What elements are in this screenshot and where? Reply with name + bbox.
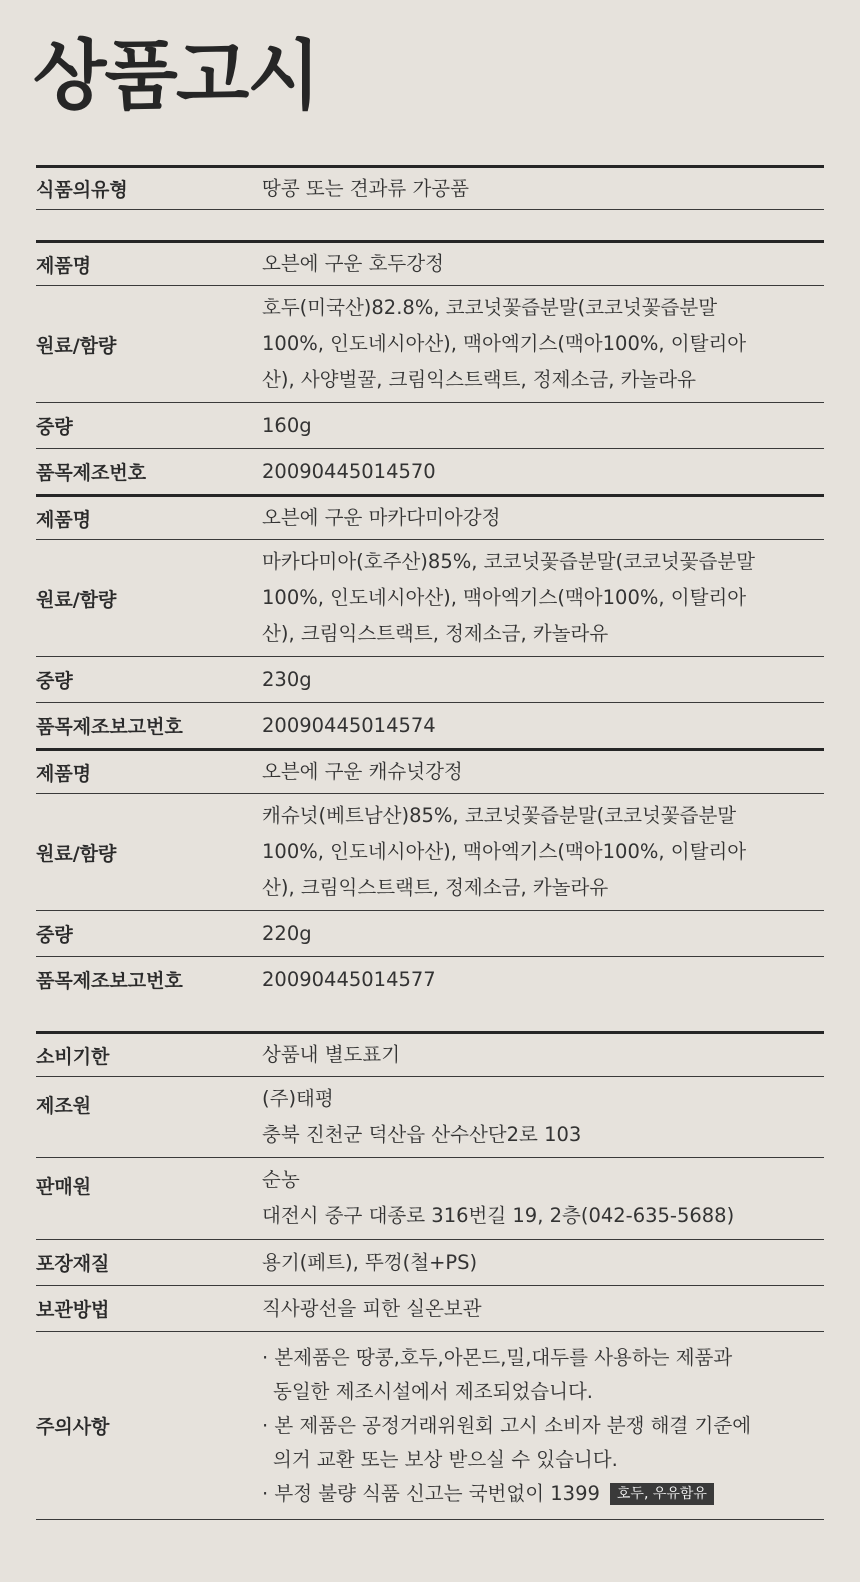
- product-name-value: 오븐에 구운 마카다미아강정: [262, 506, 501, 529]
- general-info-table: [36, 1031, 824, 1520]
- seller-address: 대전시 중구 대종로 316번길 19, 2층(042-635-5688): [262, 1204, 735, 1227]
- registration-row: [36, 957, 824, 1002]
- ingredients-line: 100%, 인도네시아산), 맥아엑기스(맥아100%, 이탈리아: [262, 332, 747, 355]
- ingredients-line: 산), 크림익스트랙트, 정제소금, 카놀라유: [262, 622, 609, 645]
- ingredients-value: [262, 798, 824, 906]
- ingredients-line: 100%, 인도네시아산), 맥아엑기스(맥아100%, 이탈리아: [262, 586, 747, 609]
- ingredients-line: 마카다미아(호주산)85%, 코코넛꽃즙분말(코코넛꽃즙분말: [262, 550, 755, 573]
- weight-value: 230g: [262, 667, 312, 691]
- product-name-value: 오븐에 구운 캐슈넛강정: [262, 760, 463, 783]
- registration-row: [36, 449, 824, 494]
- ingredients-value: [262, 544, 824, 652]
- caution-line: · 본 제품은 공정거래위원회 고시 소비자 분쟁 해결 기준에: [262, 1413, 752, 1437]
- storage-label: 보관방법: [36, 1299, 110, 1321]
- storage-row: [36, 1286, 824, 1332]
- caution-value: [262, 1341, 824, 1511]
- product-name-row: [36, 748, 824, 794]
- weight-value: 160g: [262, 413, 312, 437]
- weight-label: 중량: [36, 670, 73, 692]
- seller-name: 순농: [262, 1168, 300, 1191]
- caution-line: · 부정 불량 식품 신고는 국번없이 1399: [262, 1481, 600, 1505]
- caution-line: · 본제품은 땅콩,호두,아몬드,밀,대두를 사용하는 제품과: [262, 1345, 733, 1369]
- product-name-value: 오븐에 구운 호두강정: [262, 252, 444, 275]
- expiry-label: 소비기한: [36, 1045, 110, 1068]
- manufacturer-value: [262, 1077, 824, 1153]
- product-name-row: [36, 240, 824, 286]
- caution-row: [36, 1332, 824, 1520]
- manufacturer-row: [36, 1077, 824, 1158]
- manufacturer-address: 충북 진천군 덕산읍 산수산단2로 103: [262, 1123, 582, 1146]
- product-name-label: 제품명: [36, 508, 92, 531]
- ingredients-line: 호두(미국산)82.8%, 코코넛꽃즙분말(코코넛꽃즙분말: [262, 296, 718, 319]
- registration-label: 품목제조번호: [36, 462, 147, 484]
- ingredients-line: 산), 사양벌꿀, 크림익스트랙트, 정제소금, 카놀라유: [262, 368, 696, 391]
- seller-label: 판매원: [36, 1176, 92, 1198]
- registration-label: 품목제조보고번호: [36, 970, 183, 992]
- weight-label: 중량: [36, 924, 73, 946]
- ingredients-line: 캐슈넛(베트남산)85%, 코코넛꽃즙분말(코코넛꽃즙분말: [262, 804, 737, 827]
- food-type-row: [36, 165, 824, 210]
- registration-value: 20090445014574: [262, 713, 436, 737]
- manufacturer-name: (주)태평: [262, 1087, 334, 1110]
- expiry-value: 상품내 별도표기: [262, 1043, 401, 1066]
- weight-row: [36, 657, 824, 703]
- registration-value: 20090445014570: [262, 459, 436, 483]
- packaging-value: 용기(페트), 뚜껑(철+PS): [262, 1250, 478, 1274]
- ingredients-row: [36, 540, 824, 657]
- food-type-label: 식품의유형: [36, 179, 128, 201]
- product-1-table: [36, 240, 824, 494]
- caution-line: 의거 교환 또는 보상 받으실 수 있습니다.: [273, 1447, 618, 1471]
- caution-last-line: [262, 1477, 824, 1511]
- product-name-label: 제품명: [36, 254, 92, 277]
- weight-label: 중량: [36, 416, 73, 438]
- packaging-label: 포장재질: [36, 1253, 110, 1275]
- seller-value: [262, 1158, 824, 1234]
- caution-label: 주의사항: [36, 1416, 110, 1438]
- ingredients-value: [262, 290, 824, 398]
- manufacturer-label: 제조원: [36, 1095, 92, 1117]
- weight-row: [36, 911, 824, 957]
- seller-row: [36, 1158, 824, 1240]
- ingredients-label: 원료/함량: [36, 334, 117, 357]
- registration-value: 20090445014577: [262, 967, 436, 991]
- weight-row: [36, 403, 824, 449]
- product-name-label: 제품명: [36, 762, 92, 785]
- allergen-badge: 호두, 우유함유: [610, 1483, 714, 1505]
- product-3-table: [36, 748, 824, 1002]
- ingredients-line: 100%, 인도네시아산), 맥아엑기스(맥아100%, 이탈리아: [262, 840, 747, 863]
- expiry-row: [36, 1031, 824, 1077]
- weight-value: 220g: [262, 921, 312, 945]
- ingredients-label: 원료/함량: [36, 842, 117, 865]
- ingredients-label: 원료/함량: [36, 588, 117, 611]
- caution-line: 동일한 제조시설에서 제조되었습니다.: [273, 1379, 593, 1403]
- food-type-value: 땅콩 또는 견과류 가공품: [262, 176, 469, 200]
- registration-row: [36, 703, 824, 748]
- ingredients-row: [36, 286, 824, 403]
- storage-value: 직사광선을 피한 실온보관: [262, 1296, 482, 1320]
- registration-label: 품목제조보고번호: [36, 716, 183, 738]
- ingredients-row: [36, 794, 824, 911]
- food-type-table: [36, 165, 824, 210]
- packaging-row: [36, 1240, 824, 1286]
- ingredients-line: 산), 크림익스트랙트, 정제소금, 카놀라유: [262, 876, 609, 899]
- product-2-table: [36, 494, 824, 748]
- page-title: 상품고시: [33, 31, 319, 120]
- product-name-row: [36, 494, 824, 540]
